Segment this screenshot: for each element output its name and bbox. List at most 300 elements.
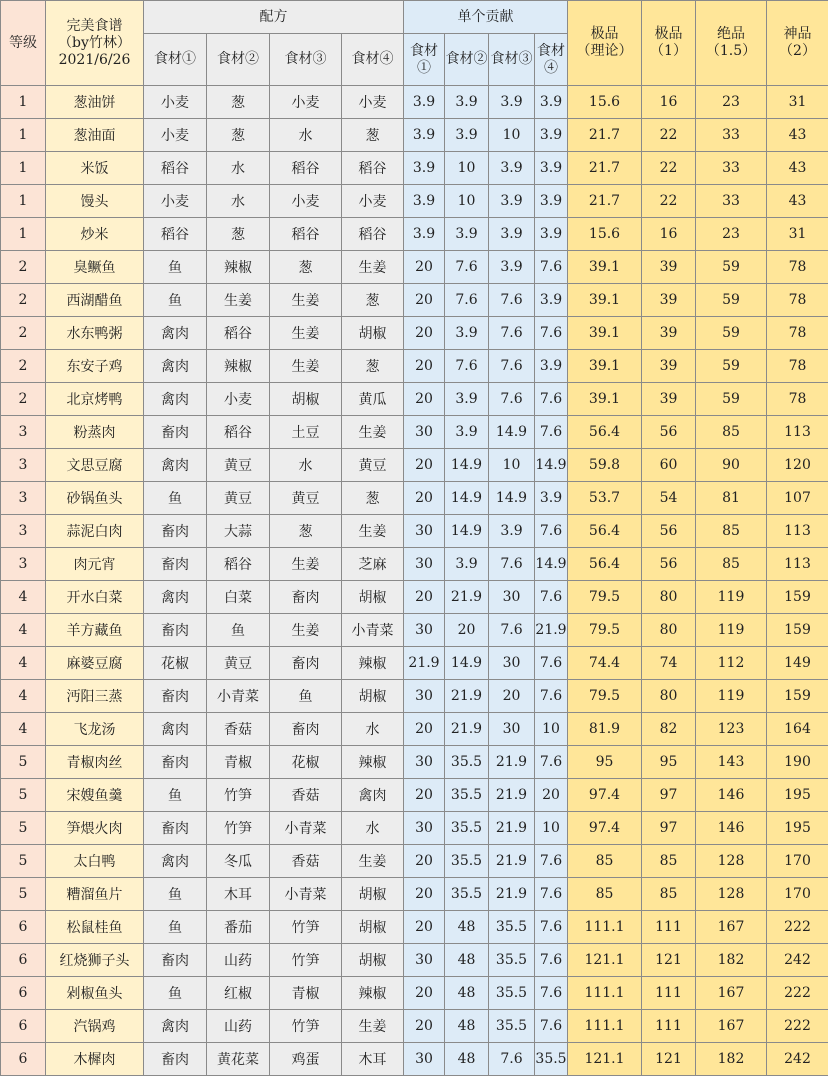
quality-theory-cell: 95 bbox=[568, 746, 642, 779]
dish-name-cell: 臭鳜鱼 bbox=[46, 251, 144, 284]
ingredient-cell: 冬瓜 bbox=[207, 845, 270, 878]
contribution-cell: 7.6 bbox=[535, 647, 568, 680]
quality-1-cell: 97 bbox=[642, 779, 696, 812]
ingredient-cell: 生姜 bbox=[270, 350, 342, 383]
level-cell: 3 bbox=[1, 548, 46, 581]
level-cell: 4 bbox=[1, 713, 46, 746]
level-cell: 2 bbox=[1, 383, 46, 416]
ingredient-cell: 黄豆 bbox=[207, 449, 270, 482]
dish-name-cell: 东安子鸡 bbox=[46, 350, 144, 383]
level-cell: 1 bbox=[1, 152, 46, 185]
dish-name-cell: 木樨肉 bbox=[46, 1043, 144, 1076]
contribution-cell: 3.9 bbox=[535, 218, 568, 251]
contribution-cell: 20 bbox=[404, 977, 445, 1010]
contribution-cell: 14.9 bbox=[445, 449, 489, 482]
ingredient-cell: 小麦 bbox=[342, 86, 404, 119]
contribution-cell: 7.6 bbox=[489, 284, 535, 317]
quality-2-cell: 159 bbox=[767, 680, 828, 713]
level-cell: 3 bbox=[1, 515, 46, 548]
contribution-cell: 7.6 bbox=[535, 317, 568, 350]
contribution-cell: 7.6 bbox=[535, 251, 568, 284]
contribution-cell: 20 bbox=[404, 1010, 445, 1043]
ingredient-cell: 胡椒 bbox=[342, 911, 404, 944]
contribution-cell: 3.9 bbox=[445, 548, 489, 581]
quality-1-cell: 74 bbox=[642, 647, 696, 680]
quality-2-cell: 78 bbox=[767, 350, 828, 383]
ingredient-cell: 芝麻 bbox=[342, 548, 404, 581]
quality-theory-cell: 21.7 bbox=[568, 185, 642, 218]
ingredient-cell: 鱼 bbox=[144, 482, 207, 515]
quality-2-cell: 159 bbox=[767, 581, 828, 614]
ingredient-cell: 竹笋 bbox=[270, 911, 342, 944]
ingredient-cell: 竹笋 bbox=[207, 812, 270, 845]
quality-1-5-cell: 81 bbox=[696, 482, 767, 515]
quality-1-cell: 56 bbox=[642, 515, 696, 548]
level-cell: 5 bbox=[1, 746, 46, 779]
ingredient-cell: 辣椒 bbox=[342, 647, 404, 680]
contribution-cell: 7.6 bbox=[535, 383, 568, 416]
ingredient-cell: 稻谷 bbox=[270, 152, 342, 185]
level-header: 等级 bbox=[1, 1, 46, 86]
ingredient-cell: 禽肉 bbox=[144, 317, 207, 350]
quality-2-cell: 78 bbox=[767, 284, 828, 317]
ingredient-cell: 生姜 bbox=[342, 1010, 404, 1043]
quality-2-cell: 31 bbox=[767, 218, 828, 251]
contribution-cell: 3.9 bbox=[535, 284, 568, 317]
dish-name-cell: 水东鸭粥 bbox=[46, 317, 144, 350]
contribution-cell: 14.9 bbox=[489, 416, 535, 449]
dish-name-cell: 笋煨火肉 bbox=[46, 812, 144, 845]
quality-1-cell: 111 bbox=[642, 911, 696, 944]
ingredient-cell: 小麦 bbox=[207, 383, 270, 416]
contribution-cell: 30 bbox=[489, 647, 535, 680]
ingredient-cell: 葱 bbox=[207, 119, 270, 152]
dish-name-cell: 麻婆豆腐 bbox=[46, 647, 144, 680]
contribution-cell: 21.9 bbox=[404, 647, 445, 680]
ingredient-cell: 小麦 bbox=[270, 86, 342, 119]
contribution-header-1: 食材① bbox=[404, 34, 445, 86]
quality-1-5-cell: 90 bbox=[696, 449, 767, 482]
contribution-cell: 30 bbox=[404, 614, 445, 647]
ingredient-cell: 鱼 bbox=[270, 680, 342, 713]
quality-1-5-cell: 128 bbox=[696, 845, 767, 878]
dish-name-cell: 飞龙汤 bbox=[46, 713, 144, 746]
quality-2-cell: 149 bbox=[767, 647, 828, 680]
contribution-cell: 30 bbox=[404, 944, 445, 977]
table-title bbox=[46, 1, 144, 86]
ingredient-cell: 禽肉 bbox=[342, 779, 404, 812]
ingredient-cell: 生姜 bbox=[342, 845, 404, 878]
title-line-3: 2021/6/26 bbox=[58, 51, 131, 68]
ingredient-cell: 山药 bbox=[207, 944, 270, 977]
contribution-cell: 3.9 bbox=[445, 119, 489, 152]
level-cell: 6 bbox=[1, 1010, 46, 1043]
quality-1-cell: 85 bbox=[642, 845, 696, 878]
quality-1-cell: 85 bbox=[642, 878, 696, 911]
contribution-cell: 7.6 bbox=[535, 911, 568, 944]
contribution-cell: 30 bbox=[489, 581, 535, 614]
ingredient-cell: 生姜 bbox=[342, 416, 404, 449]
title-line-1: 完美食谱 bbox=[66, 17, 123, 34]
ingredient-cell: 畜肉 bbox=[144, 416, 207, 449]
level-cell: 5 bbox=[1, 812, 46, 845]
dish-name-cell: 馒头 bbox=[46, 185, 144, 218]
quality-1-5-cell: 182 bbox=[696, 944, 767, 977]
quality-2-cell: 222 bbox=[767, 911, 828, 944]
ingredient-cell: 鱼 bbox=[144, 779, 207, 812]
ingredient-cell: 稻谷 bbox=[207, 317, 270, 350]
table-row bbox=[1, 614, 828, 647]
ingredient-cell: 胡椒 bbox=[342, 878, 404, 911]
contribution-cell: 7.6 bbox=[535, 878, 568, 911]
quality-1-cell: 39 bbox=[642, 317, 696, 350]
ingredient-cell: 稻谷 bbox=[342, 218, 404, 251]
ingredient-cell: 水 bbox=[270, 449, 342, 482]
contribution-cell: 30 bbox=[404, 812, 445, 845]
quality-theory-cell: 79.5 bbox=[568, 581, 642, 614]
ingredient-cell: 生姜 bbox=[270, 548, 342, 581]
contribution-header-3: 食材③ bbox=[489, 34, 535, 86]
contribution-cell: 7.6 bbox=[535, 845, 568, 878]
contribution-cell: 20 bbox=[404, 449, 445, 482]
ingredient-cell: 小麦 bbox=[144, 119, 207, 152]
quality-theory-cell: 74.4 bbox=[568, 647, 642, 680]
table-row bbox=[1, 152, 828, 185]
contribution-cell: 3.9 bbox=[445, 218, 489, 251]
quality-theory-cell: 81.9 bbox=[568, 713, 642, 746]
ingredient-cell: 稻谷 bbox=[342, 152, 404, 185]
ingredient-cell: 生姜 bbox=[342, 251, 404, 284]
quality-1-cell: 39 bbox=[642, 383, 696, 416]
contribution-cell: 3.9 bbox=[489, 515, 535, 548]
ingredient-cell: 稻谷 bbox=[207, 548, 270, 581]
ingredient-cell: 竹笋 bbox=[270, 944, 342, 977]
quality-1-cell: 121 bbox=[642, 944, 696, 977]
ingredient-cell: 禽肉 bbox=[144, 581, 207, 614]
ingredient-cell: 胡椒 bbox=[342, 581, 404, 614]
quality-2-cell: 170 bbox=[767, 878, 828, 911]
table-row bbox=[1, 350, 828, 383]
contribution-cell: 7.6 bbox=[489, 1043, 535, 1076]
ingredient-cell: 畜肉 bbox=[144, 548, 207, 581]
quality-2-cell: 107 bbox=[767, 482, 828, 515]
quality-2-cell: 195 bbox=[767, 812, 828, 845]
contribution-cell: 7.6 bbox=[535, 1010, 568, 1043]
contribution-cell: 48 bbox=[445, 911, 489, 944]
quality-1-5-cell: 123 bbox=[696, 713, 767, 746]
dish-name-cell: 宋嫂鱼羹 bbox=[46, 779, 144, 812]
ingredient-cell: 生姜 bbox=[342, 515, 404, 548]
dish-name-cell: 沔阳三蒸 bbox=[46, 680, 144, 713]
table-row bbox=[1, 1010, 828, 1043]
contribution-cell: 7.6 bbox=[535, 680, 568, 713]
contribution-cell: 20 bbox=[404, 383, 445, 416]
contribution-cell: 35.5 bbox=[489, 977, 535, 1010]
ingredient-cell: 禽肉 bbox=[144, 350, 207, 383]
quality-2-cell: 78 bbox=[767, 383, 828, 416]
contribution-cell: 20 bbox=[404, 713, 445, 746]
table-row bbox=[1, 449, 828, 482]
quality-theory-cell: 97.4 bbox=[568, 812, 642, 845]
contribution-header-4: 食材④ bbox=[535, 34, 568, 86]
table-row bbox=[1, 944, 828, 977]
ingredient-cell: 生姜 bbox=[270, 614, 342, 647]
quality-1-cell: 80 bbox=[642, 680, 696, 713]
quality-1-5-cell: 85 bbox=[696, 548, 767, 581]
contribution-cell: 21.9 bbox=[489, 845, 535, 878]
quality-1-5-cell: 146 bbox=[696, 779, 767, 812]
contribution-cell: 7.6 bbox=[489, 614, 535, 647]
contribution-cell: 3.9 bbox=[445, 317, 489, 350]
table-row bbox=[1, 878, 828, 911]
contribution-cell: 14.9 bbox=[489, 482, 535, 515]
quality-2-cell: 195 bbox=[767, 779, 828, 812]
ingredient-cell: 青椒 bbox=[207, 746, 270, 779]
contribution-cell: 7.6 bbox=[489, 317, 535, 350]
quality-1-cell: 80 bbox=[642, 614, 696, 647]
level-cell: 1 bbox=[1, 218, 46, 251]
ingredient-cell: 小青菜 bbox=[342, 614, 404, 647]
quality-theory-cell: 111.1 bbox=[568, 1010, 642, 1043]
contribution-cell: 10 bbox=[535, 713, 568, 746]
quality-2-cell: 120 bbox=[767, 449, 828, 482]
ingredient-cell: 黄豆 bbox=[270, 482, 342, 515]
contribution-cell: 20 bbox=[404, 779, 445, 812]
level-cell: 2 bbox=[1, 317, 46, 350]
quality-1-5-cell: 112 bbox=[696, 647, 767, 680]
ingredient-cell: 黄豆 bbox=[207, 647, 270, 680]
ingredient-cell: 畜肉 bbox=[270, 647, 342, 680]
dish-name-cell: 西湖醋鱼 bbox=[46, 284, 144, 317]
quality-1-5-cell: 23 bbox=[696, 86, 767, 119]
quality-2-cell: 43 bbox=[767, 119, 828, 152]
quality-1-5-cell: 119 bbox=[696, 581, 767, 614]
contribution-cell: 10 bbox=[535, 812, 568, 845]
quality-theory-cell: 15.6 bbox=[568, 86, 642, 119]
table-row bbox=[1, 713, 828, 746]
quality-1-5-cell: 59 bbox=[696, 383, 767, 416]
level-cell: 3 bbox=[1, 449, 46, 482]
dish-name-cell: 粉蒸肉 bbox=[46, 416, 144, 449]
contribution-cell: 21.9 bbox=[445, 713, 489, 746]
ingredient-cell: 香菇 bbox=[270, 779, 342, 812]
contribution-cell: 20 bbox=[404, 482, 445, 515]
level-cell: 6 bbox=[1, 911, 46, 944]
quality-theory-cell: 85 bbox=[568, 878, 642, 911]
ingredient-cell: 葱 bbox=[342, 350, 404, 383]
dish-name-cell: 北京烤鸭 bbox=[46, 383, 144, 416]
quality-2-cell: 31 bbox=[767, 86, 828, 119]
quality-1-cell: 60 bbox=[642, 449, 696, 482]
dish-name-cell: 炒米 bbox=[46, 218, 144, 251]
quality-1-5-cell: 146 bbox=[696, 812, 767, 845]
ingredient-cell: 鱼 bbox=[144, 911, 207, 944]
quality-theory-cell: 39.1 bbox=[568, 383, 642, 416]
ingredient-cell: 鱼 bbox=[144, 878, 207, 911]
quality-1-cell: 16 bbox=[642, 218, 696, 251]
table-row bbox=[1, 515, 828, 548]
quality-1-cell: 22 bbox=[642, 185, 696, 218]
level-cell: 4 bbox=[1, 647, 46, 680]
quality-2-cell: 159 bbox=[767, 614, 828, 647]
table-row bbox=[1, 416, 828, 449]
quality-2-cell: 164 bbox=[767, 713, 828, 746]
level-cell: 6 bbox=[1, 977, 46, 1010]
contribution-header-2: 食材② bbox=[445, 34, 489, 86]
quality-1-cell: 82 bbox=[642, 713, 696, 746]
contribution-cell: 7.6 bbox=[489, 350, 535, 383]
ingredient-cell: 生姜 bbox=[270, 317, 342, 350]
level-cell: 2 bbox=[1, 284, 46, 317]
contribution-cell: 20 bbox=[535, 779, 568, 812]
contribution-cell: 21.9 bbox=[489, 746, 535, 779]
quality-2-cell: 113 bbox=[767, 416, 828, 449]
quality-1-cell: 121 bbox=[642, 1043, 696, 1076]
dish-name-cell: 松鼠桂鱼 bbox=[46, 911, 144, 944]
dish-name-cell: 肉元宵 bbox=[46, 548, 144, 581]
ingredient-cell: 禽肉 bbox=[144, 713, 207, 746]
quality-1-5-cell: 167 bbox=[696, 911, 767, 944]
quality-theory-cell: 15.6 bbox=[568, 218, 642, 251]
quality-theory-cell: 85 bbox=[568, 845, 642, 878]
contribution-cell: 30 bbox=[404, 1043, 445, 1076]
contribution-cell: 7.6 bbox=[535, 746, 568, 779]
quality-1-cell: 22 bbox=[642, 152, 696, 185]
quality-2-cell: 43 bbox=[767, 152, 828, 185]
ingredient-cell: 稻谷 bbox=[144, 152, 207, 185]
quality-theory-cell: 53.7 bbox=[568, 482, 642, 515]
ingredient-cell: 畜肉 bbox=[144, 746, 207, 779]
contribution-cell: 20 bbox=[404, 317, 445, 350]
quality-1-cell: 54 bbox=[642, 482, 696, 515]
quality-1-5-cell: 59 bbox=[696, 317, 767, 350]
dish-name-cell: 蒜泥白肉 bbox=[46, 515, 144, 548]
ingredient-cell: 香菇 bbox=[270, 845, 342, 878]
quality-1-5-cell: 33 bbox=[696, 185, 767, 218]
contribution-cell: 48 bbox=[445, 1043, 489, 1076]
ingredient-cell: 禽肉 bbox=[144, 1010, 207, 1043]
quality-1-5-cell: 119 bbox=[696, 680, 767, 713]
contribution-cell: 3.9 bbox=[489, 185, 535, 218]
contribution-cell: 30 bbox=[404, 680, 445, 713]
quality-1-5-cell: 119 bbox=[696, 614, 767, 647]
level-cell: 6 bbox=[1, 944, 46, 977]
quality-1-5-cell: 143 bbox=[696, 746, 767, 779]
contribution-cell: 7.6 bbox=[489, 548, 535, 581]
table-row bbox=[1, 977, 828, 1010]
contribution-cell: 14.9 bbox=[535, 548, 568, 581]
ingredient-cell: 畜肉 bbox=[144, 812, 207, 845]
quality-1-cell: 16 bbox=[642, 86, 696, 119]
quality-1-cell: 95 bbox=[642, 746, 696, 779]
contribution-header: 单个贡献 bbox=[404, 1, 568, 34]
table-row bbox=[1, 251, 828, 284]
table-row bbox=[1, 845, 828, 878]
ingredient-cell: 葱 bbox=[207, 86, 270, 119]
table-row bbox=[1, 812, 828, 845]
contribution-cell: 3.9 bbox=[404, 86, 445, 119]
quality-1-cell: 97 bbox=[642, 812, 696, 845]
quality-theory-cell: 121.1 bbox=[568, 1043, 642, 1076]
contribution-cell: 3.9 bbox=[535, 152, 568, 185]
contribution-cell: 7.6 bbox=[489, 383, 535, 416]
quality-theory-cell: 56.4 bbox=[568, 515, 642, 548]
quality-1-cell: 56 bbox=[642, 416, 696, 449]
quality-1-5-cell: 167 bbox=[696, 1010, 767, 1043]
ingredient-header-3: 食材③ bbox=[270, 34, 342, 86]
ingredient-cell: 黄瓜 bbox=[342, 383, 404, 416]
ingredient-cell: 小青菜 bbox=[270, 812, 342, 845]
quality-2-cell: 222 bbox=[767, 1010, 828, 1043]
level-cell: 5 bbox=[1, 779, 46, 812]
contribution-cell: 3.9 bbox=[535, 119, 568, 152]
table-row bbox=[1, 647, 828, 680]
contribution-cell: 20 bbox=[404, 845, 445, 878]
contribution-cell: 10 bbox=[489, 119, 535, 152]
quality-1-header: 极品 （1） bbox=[642, 1, 696, 86]
ingredient-cell: 稻谷 bbox=[207, 416, 270, 449]
contribution-cell: 48 bbox=[445, 944, 489, 977]
contribution-cell: 3.9 bbox=[445, 86, 489, 119]
ingredient-cell: 葱 bbox=[342, 482, 404, 515]
contribution-cell: 30 bbox=[489, 713, 535, 746]
table-row bbox=[1, 1043, 828, 1076]
ingredient-cell: 畜肉 bbox=[144, 680, 207, 713]
level-cell: 2 bbox=[1, 350, 46, 383]
ingredient-cell: 花椒 bbox=[144, 647, 207, 680]
contribution-cell: 3.9 bbox=[404, 185, 445, 218]
contribution-cell: 30 bbox=[404, 416, 445, 449]
dish-name-cell: 剁椒鱼头 bbox=[46, 977, 144, 1010]
quality-2-cell: 242 bbox=[767, 1043, 828, 1076]
table-row bbox=[1, 680, 828, 713]
table-row bbox=[1, 284, 828, 317]
ingredient-cell: 胡椒 bbox=[342, 944, 404, 977]
ingredient-cell: 小青菜 bbox=[207, 680, 270, 713]
contribution-cell: 35.5 bbox=[445, 746, 489, 779]
ingredient-cell: 山药 bbox=[207, 1010, 270, 1043]
contribution-cell: 3.9 bbox=[535, 185, 568, 218]
quality-2-cell: 113 bbox=[767, 548, 828, 581]
ingredient-cell: 稻谷 bbox=[270, 218, 342, 251]
ingredient-cell: 辣椒 bbox=[342, 746, 404, 779]
ingredient-cell: 红椒 bbox=[207, 977, 270, 1010]
quality-theory-cell: 111.1 bbox=[568, 977, 642, 1010]
dish-name-cell: 葱油饼 bbox=[46, 86, 144, 119]
table-row bbox=[1, 185, 828, 218]
ingredient-cell: 辣椒 bbox=[207, 350, 270, 383]
contribution-cell: 10 bbox=[445, 152, 489, 185]
contribution-cell: 10 bbox=[489, 449, 535, 482]
table-row bbox=[1, 779, 828, 812]
table-row bbox=[1, 581, 828, 614]
contribution-cell: 3.9 bbox=[489, 86, 535, 119]
quality-2-cell: 242 bbox=[767, 944, 828, 977]
ingredient-cell: 畜肉 bbox=[144, 614, 207, 647]
contribution-cell: 30 bbox=[404, 746, 445, 779]
ingredient-cell: 小青菜 bbox=[270, 878, 342, 911]
contribution-cell: 30 bbox=[404, 548, 445, 581]
table-row bbox=[1, 548, 828, 581]
ingredient-cell: 稻谷 bbox=[144, 218, 207, 251]
contribution-cell: 20 bbox=[404, 878, 445, 911]
dish-name-cell: 红烧狮子头 bbox=[46, 944, 144, 977]
quality-theory-header: 极品 （理论） bbox=[568, 1, 642, 86]
ingredient-cell: 胡椒 bbox=[270, 383, 342, 416]
table-row bbox=[1, 482, 828, 515]
ingredient-cell: 畜肉 bbox=[270, 581, 342, 614]
ingredient-cell: 水 bbox=[270, 119, 342, 152]
